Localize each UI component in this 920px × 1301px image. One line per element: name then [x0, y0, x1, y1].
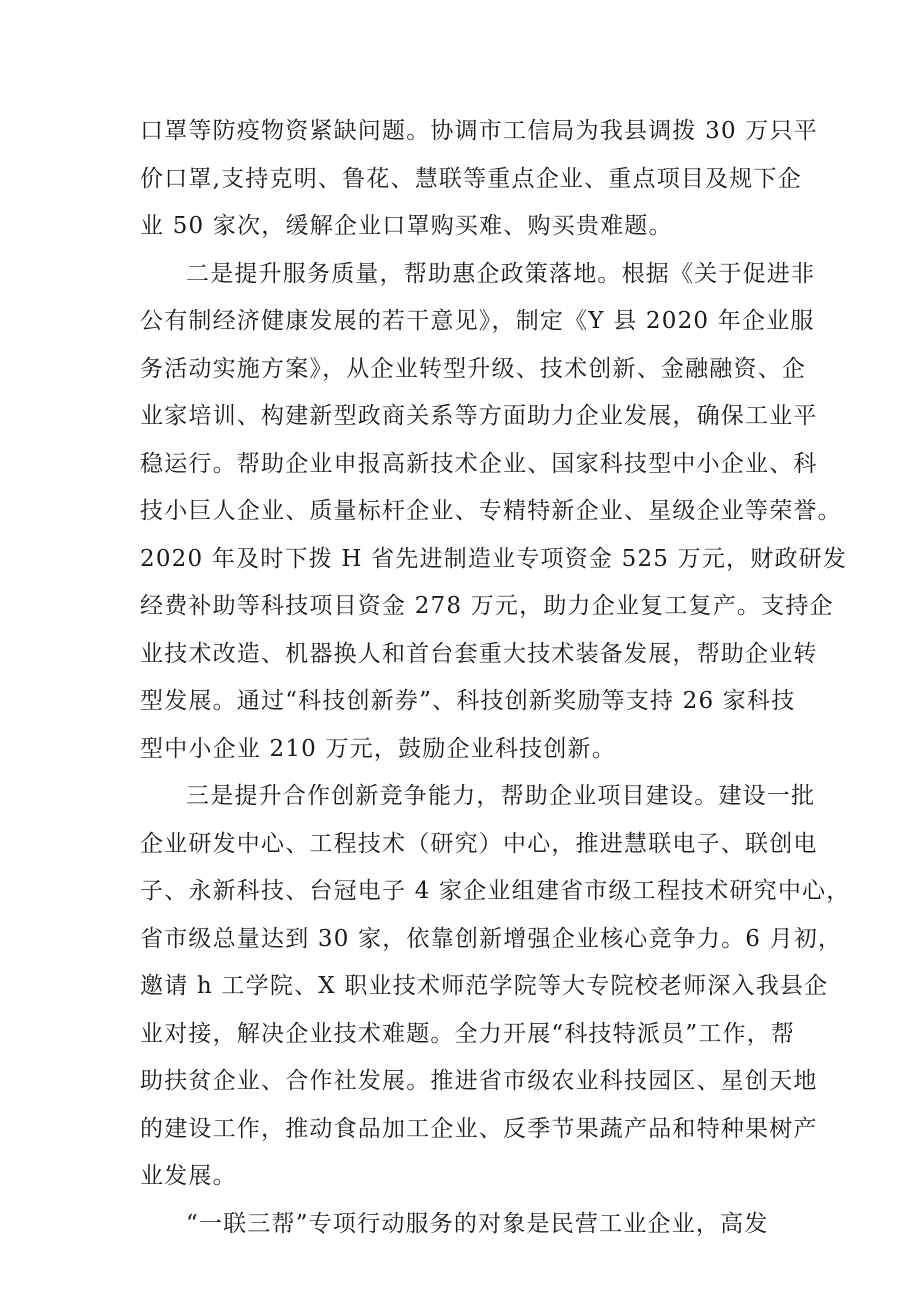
text-line: 2020 年及时下拨 H 省先进制造业专项资金 525 万元，财政研发: [140, 545, 848, 572]
text-line: 经费补助等科技项目资金 278 万元，助力企业复工复产。支持企: [140, 593, 834, 619]
text-line: 业技术改造、机器换人和首台套重大技术装备发展，帮助企业转: [140, 640, 818, 667]
text-line: 公有制经济健康发展的若干意见》，制定《Y 县 2020 年企业服: [140, 308, 815, 334]
text-line: 技小巨人企业、质量标杆企业、专精特新企业、星级企业等荣誉。: [140, 498, 842, 524]
text-line: 企业研发中心、工程技术（研究）中心，推进慧联电子、联创电: [140, 830, 818, 857]
text-line: 助扶贫企业、合作社发展。推进省市级农业科技园区、星创天地: [140, 1068, 818, 1094]
text-line: 型中小企业 210 万元，鼓励企业科技创新。: [140, 735, 616, 762]
text-line: 业家培训、构建新型政商关系等方面助力企业发展，确保工业平: [140, 403, 818, 429]
text-line: 省市级总量达到 30 家，依靠创新增强企业核心竞争力。6 月初，: [140, 925, 843, 952]
text-line: 邀请 h 工学院、X 职业技术师范学院等大专院校老师深入我县企: [140, 973, 829, 999]
text-line: 稳运行。帮助企业申报高新技术企业、国家科技型中小企业、科: [140, 450, 818, 477]
text-line: 子、永新科技、台冠电子 4 家企业组建省市级工程技术研究中心，: [140, 878, 851, 904]
text-line: 口罩等防疫物资紧缺问题。协调市工信局为我县调拨 30 万只平: [140, 118, 818, 144]
text-line: 务活动实施方案》，从企业转型升级、技术创新、金融融资、企: [140, 355, 807, 382]
paragraph-start-line: 二是提升服务质量，帮助惠企政策落地。根据《关于促进非: [186, 260, 816, 287]
text-line: 的建设工作，推动食品加工企业、反季节果蔬产品和特种果树产: [140, 1115, 818, 1142]
text-line: 业 50 家次，缓解企业口罩购买难、购买贵难题。: [140, 213, 673, 239]
text-line: 业发展。: [140, 1163, 237, 1189]
text-line: 价口罩,支持克明、鲁花、慧联等重点企业、重点项目及规下企: [140, 165, 802, 192]
text-line: 业对接，解决企业技术难题。全力开展“科技特派员”工作，帮: [140, 1020, 796, 1047]
document-body: [140, 108, 851, 1248]
paragraph-start-line: “一联三帮”专项行动服务的对象是民营工业企业，高发: [186, 1210, 769, 1237]
text-line: 型发展。通过“科技创新券”、科技创新奖励等支持 26 家科技: [140, 688, 796, 714]
paragraph-start-line: 三是提升合作创新竞争能力，帮助企业项目建设。建设一批: [186, 783, 816, 809]
